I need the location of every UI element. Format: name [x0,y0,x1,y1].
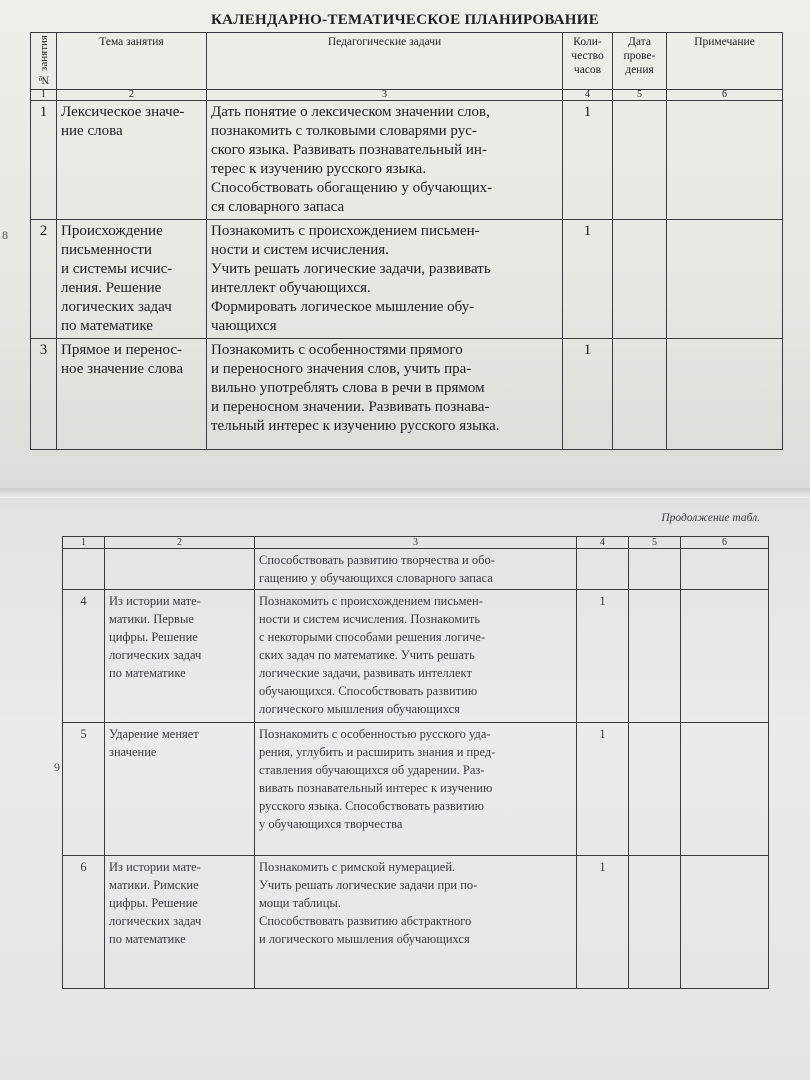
lesson-hours: 1 [563,220,613,339]
continuation-label: Продолжение табл. [661,512,760,524]
lesson-tasks: Познакомить с происхождением письмен- ности и систем исчисления. Познакомить с некоторыми способами решения логиче- ских задач по математике. Учить решать логические задачи, развивать интеллект обучающихся. Способствовать развитию логического мышления обучающихся [255,590,577,723]
column-number: 4 [577,537,629,549]
lesson-date [629,590,681,723]
lesson-number: 3 [31,339,57,450]
header-row [31,33,783,90]
lesson-note [667,220,783,339]
document-title: КАЛЕНДАРНО-ТЕМАТИЧЕСКОЕ ПЛАНИРОВАНИЕ [210,12,600,28]
lesson-topic: Происхождение письменности и системы исчис- ления. Решение логических задач по математике [57,220,207,339]
column-number: 1 [63,537,105,549]
table-row [63,590,769,723]
header-topic: Тема занятия [57,33,207,90]
lesson-topic: Из истории мате- матики. Римские цифры. Решение логических задач по математике [105,856,255,989]
lesson-number: 2 [31,220,57,339]
column-number: 5 [629,537,681,549]
table-row [31,101,783,220]
page-gutter [0,488,810,498]
lesson-number: 6 [63,856,105,989]
lesson-hours: 1 [577,856,629,989]
lesson-date [613,101,667,220]
lesson-note [667,101,783,220]
lesson-note [681,856,769,989]
column-number: 1 [31,90,57,101]
lesson-note [681,590,769,723]
column-number: 6 [681,537,769,549]
column-number-row [31,90,783,101]
lesson-number [63,549,105,590]
lesson-date [613,339,667,450]
column-number: 3 [255,537,577,549]
table-row [63,723,769,856]
page-number-mark: 8 [2,228,8,242]
lesson-tasks: Познакомить с особенностью русского уда- рения, углубить и расширить знания и пред- ставления обучающихся об ударении. Раз- вивать познавательный интерес к изучению русского языка. Способствовать развитию у обучающихся творчества [255,723,577,856]
lesson-hours: 1 [563,339,613,450]
planning-table-top [30,32,783,450]
table-row [31,339,783,450]
table-row [63,549,769,590]
lesson-topic [105,549,255,590]
lesson-tasks: Познакомить с происхождением письмен- ности и систем исчисления. Учить решать логические задачи, развивать интеллект обучающихся. Формировать логическое мышление обу- чающихся [207,220,563,339]
header-tasks: Педагогические задачи [207,33,563,90]
column-number: 4 [563,90,613,101]
lesson-tasks: Дать понятие о лексическом значении слов, познакомить с толковыми словарями рус- ского языка. Развивать познавательный ин- терес к изучению русского языка. Способствовать обогащению у обучающих- ся словарного запаса [207,101,563,220]
column-number-row [63,537,769,549]
lesson-date [629,549,681,590]
lesson-number: 5 [63,723,105,856]
lesson-number: 1 [31,101,57,220]
lesson-hours: 1 [577,590,629,723]
lesson-number: 4 [63,590,105,723]
table-row [63,856,769,989]
page-number-mark: 9 [54,760,60,774]
lesson-topic: Ударение меняет значение [105,723,255,856]
lesson-date [629,723,681,856]
column-number: 5 [613,90,667,101]
column-number: 2 [57,90,207,101]
planning-table-bottom [62,536,769,989]
lesson-tasks: Познакомить с римской нумерацией. Учить решать логические задачи при по- мощи таблицы. Способствовать развитию абстрактного и логического мышления обучающихся [255,856,577,989]
header-date: Дата прове- дения [613,33,667,90]
column-number: 6 [667,90,783,101]
header-hours: Коли- чество часов [563,33,613,90]
table-row [31,220,783,339]
lesson-note [681,723,769,856]
lesson-note [681,549,769,590]
lesson-topic: Из истории мате- матики. Первые цифры. Решение логических задач по математике [105,590,255,723]
lesson-note [667,339,783,450]
lesson-topic: Прямое и перенос- ное значение слова [57,339,207,450]
lesson-topic: Лексическое значе- ние слова [57,101,207,220]
header-lesson-no: № занятия [31,33,57,90]
lesson-tasks: Способствовать развитию творчества и обо- гащению у обучающихся словарного запаса [255,549,577,590]
header-note: Примечание [667,33,783,90]
lesson-date [613,220,667,339]
lesson-hours: 1 [577,723,629,856]
lesson-hours: 1 [563,101,613,220]
column-number: 3 [207,90,563,101]
lesson-hours [577,549,629,590]
lesson-tasks: Познакомить с особенностями прямого и переносного значения слов, учить пра- вильно употреблять слова в речи в прямом и переносном значении. Развивать познава- тельный интерес к изучению русского языка. [207,339,563,450]
column-number: 2 [105,537,255,549]
lesson-date [629,856,681,989]
